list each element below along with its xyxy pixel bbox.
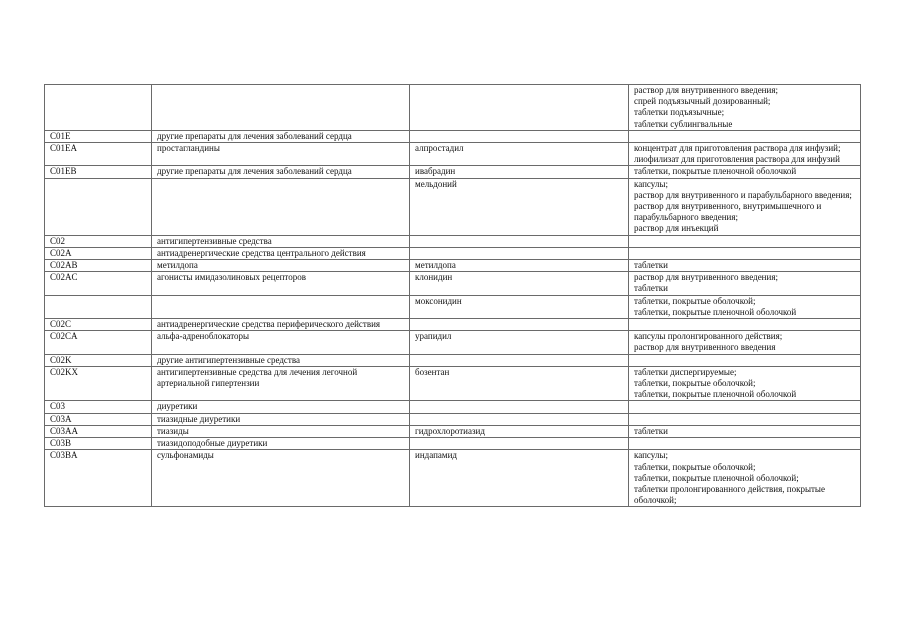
table-row xyxy=(45,425,861,437)
code-cell: C02KX xyxy=(45,366,152,401)
form-line: таблетки диспергируемые; xyxy=(634,366,737,377)
table-row xyxy=(45,438,861,450)
form-line: раствор для внутривенного введения; xyxy=(634,85,778,95)
group-cell: тиазиды xyxy=(152,425,410,437)
group-cell xyxy=(152,85,410,131)
table-row xyxy=(45,450,861,507)
group-cell: другие антигипертензивные средства xyxy=(152,354,410,366)
substance-cell xyxy=(410,235,629,247)
substance-cell: мельдоний xyxy=(410,178,629,235)
group-cell xyxy=(152,295,410,318)
forms-cell xyxy=(629,272,861,295)
forms-cell xyxy=(629,425,861,437)
form-line: раствор для внутривенного введения; xyxy=(634,272,778,283)
form-line: таблетки, покрытые оболочкой; xyxy=(634,378,756,389)
code-cell: C03B xyxy=(45,438,152,450)
code-cell: C03 xyxy=(45,401,152,413)
form-line: таблетки, покрытые пленочной оболочкой xyxy=(634,389,797,400)
form-line: лиофилизат для приготовления раствора для инфузий xyxy=(634,154,840,165)
code-cell: C02A xyxy=(45,247,152,259)
substance-cell: клонидин xyxy=(410,272,629,295)
form-line: таблетки, покрытые пленочной оболочкой; xyxy=(634,472,799,483)
forms-cell xyxy=(629,166,861,178)
group-cell: сульфонамиды xyxy=(152,450,410,507)
form-line: таблетки, покрытые пленочной оболочкой xyxy=(634,166,797,177)
table-row xyxy=(45,130,861,142)
code-cell: C02 xyxy=(45,235,152,247)
form-line: раствор для внутривенного, внутримышечного и парабульбарного введения; xyxy=(634,201,822,223)
table-row xyxy=(45,295,861,318)
group-cell: тиазидные диуретики xyxy=(152,413,410,425)
form-line: таблетки, покрытые пленочной оболочкой xyxy=(634,306,797,317)
form-line: таблетки xyxy=(634,425,669,436)
substance-cell: гидрохлоротиазид xyxy=(410,425,629,437)
code-cell: C02C xyxy=(45,319,152,331)
table-row xyxy=(45,366,861,401)
table-row xyxy=(45,85,861,131)
code-cell: C02K xyxy=(45,354,152,366)
substance-cell xyxy=(410,438,629,450)
code-cell: C01EA xyxy=(45,143,152,166)
code-cell xyxy=(45,295,152,318)
substance-cell: моксонидин xyxy=(410,295,629,318)
forms-cell xyxy=(629,438,861,450)
group-cell: антиадренергические средства центрального действия xyxy=(152,247,410,259)
code-cell xyxy=(45,85,152,131)
forms-cell xyxy=(629,413,861,425)
code-cell: C02AC xyxy=(45,272,152,295)
substance-cell: ивабрадин xyxy=(410,166,629,178)
group-cell: тиазидоподобные диуретики xyxy=(152,438,410,450)
form-line: таблетки xyxy=(634,283,669,294)
substance-cell xyxy=(410,401,629,413)
form-line: капсулы пролонгированного действия; xyxy=(634,331,783,342)
table-row xyxy=(45,166,861,178)
form-line: раствор для инъекций xyxy=(634,223,719,234)
forms-cell xyxy=(629,319,861,331)
table-row xyxy=(45,143,861,166)
substance-cell xyxy=(410,247,629,259)
code-cell: C01E xyxy=(45,130,152,142)
code-cell: C03AA xyxy=(45,425,152,437)
group-cell: метилдопа xyxy=(152,260,410,272)
code-cell: C03A xyxy=(45,413,152,425)
form-line: раствор для внутривенного и парабульбарного введения; xyxy=(634,189,852,200)
group-cell: другие препараты для лечения заболеваний сердца xyxy=(152,166,410,178)
substance-cell: индапамид xyxy=(410,450,629,507)
table-row xyxy=(45,178,861,235)
substance-cell: метилдопа xyxy=(410,260,629,272)
forms-cell xyxy=(629,85,861,131)
table-body xyxy=(45,85,861,507)
form-line: спрей подъязычный дозированный; xyxy=(634,96,771,107)
substance-cell xyxy=(410,85,629,131)
code-cell: C02AB xyxy=(45,260,152,272)
table-row xyxy=(45,354,861,366)
forms-cell xyxy=(629,260,861,272)
substance-cell xyxy=(410,319,629,331)
code-cell: C02CA xyxy=(45,331,152,354)
form-line: таблетки, покрытые оболочкой; xyxy=(634,295,756,306)
group-cell: простагландины xyxy=(152,143,410,166)
form-line: таблетки сублингвальные xyxy=(634,118,733,129)
forms-cell xyxy=(629,178,861,235)
table-row xyxy=(45,247,861,259)
forms-cell xyxy=(629,247,861,259)
form-line: капсулы; xyxy=(634,178,668,189)
forms-cell xyxy=(629,354,861,366)
substance-cell xyxy=(410,354,629,366)
group-cell: агонисты имидазолиновых рецепторов xyxy=(152,272,410,295)
forms-cell xyxy=(629,130,861,142)
form-line: концентрат для приготовления раствора для инфузий; xyxy=(634,143,841,154)
group-cell xyxy=(152,178,410,235)
table-row xyxy=(45,319,861,331)
code-cell: C03BA xyxy=(45,450,152,507)
forms-cell xyxy=(629,235,861,247)
group-cell: другие препараты для лечения заболеваний сердца xyxy=(152,130,410,142)
forms-cell xyxy=(629,450,861,507)
form-line: таблетки, покрытые оболочкой; xyxy=(634,461,756,472)
forms-cell xyxy=(629,143,861,166)
form-line: раствор для внутривенного введения xyxy=(634,342,776,353)
table-row xyxy=(45,260,861,272)
drug-table xyxy=(44,84,861,507)
table-row xyxy=(45,331,861,354)
table-row xyxy=(45,401,861,413)
substance-cell: алпростадил xyxy=(410,143,629,166)
table-row xyxy=(45,413,861,425)
forms-cell xyxy=(629,401,861,413)
table-row xyxy=(45,272,861,295)
group-cell: антиадренергические средства периферического действия xyxy=(152,319,410,331)
group-cell: альфа-адреноблокаторы xyxy=(152,331,410,354)
form-line: таблетки пролонгированного действия, покрытые оболочкой; xyxy=(634,483,825,506)
forms-cell xyxy=(629,331,861,354)
group-cell: диуретики xyxy=(152,401,410,413)
substance-cell: урапидил xyxy=(410,331,629,354)
code-cell xyxy=(45,178,152,235)
table-row xyxy=(45,235,861,247)
forms-cell xyxy=(629,366,861,401)
group-cell: антигипертензивные средства xyxy=(152,235,410,247)
code-cell: C01EB xyxy=(45,166,152,178)
substance-cell xyxy=(410,413,629,425)
group-cell: антигипертензивные средства для лечения легочной артериальной гипертензии xyxy=(152,366,410,401)
substance-cell: бозентан xyxy=(410,366,629,401)
substance-cell xyxy=(410,130,629,142)
form-line: таблетки xyxy=(634,260,669,271)
form-line: капсулы; xyxy=(634,450,668,461)
forms-cell xyxy=(629,295,861,318)
form-line: таблетки подъязычные; xyxy=(634,107,725,118)
